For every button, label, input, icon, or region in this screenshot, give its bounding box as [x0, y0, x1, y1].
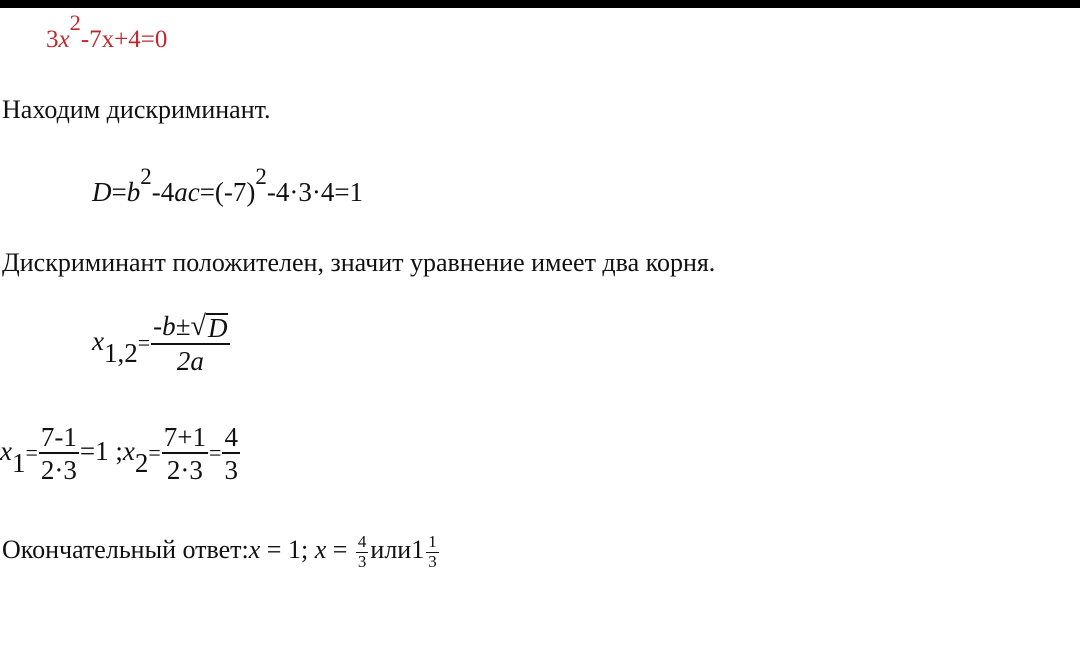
disc-part2: -4	[151, 177, 175, 207]
roots-calculation	[0, 423, 241, 485]
answer-fraction	[356, 533, 369, 571]
disc-part3: =(-7)	[199, 177, 256, 207]
calc-x2: x	[122, 436, 135, 467]
roots-denominator: 2a	[176, 345, 204, 376]
roots-x: x	[92, 325, 104, 356]
disc-part4: -4·3·4=1	[266, 177, 364, 207]
answer-or: или	[370, 535, 412, 565]
sqrt-icon: √	[190, 311, 207, 342]
disc-b: b	[126, 177, 141, 207]
calc-eq2: =	[148, 440, 161, 466]
discriminant-formula	[92, 163, 364, 208]
answer-part2: =	[326, 535, 354, 565]
answer-x2: x	[314, 535, 327, 565]
calc-f2-num: 7+1	[162, 423, 208, 454]
answer-frac-den: 3	[357, 551, 367, 571]
calc-fraction1	[39, 423, 79, 485]
disc-exp2: 2	[255, 163, 267, 189]
answer-whole: 1	[411, 535, 425, 565]
disc-eq: =	[111, 177, 127, 207]
equation-title	[46, 10, 168, 54]
calc-res1: =1 ;	[79, 436, 123, 467]
eq-rest: -7x+4=0	[80, 26, 168, 53]
roots-num-b: -b±	[153, 311, 191, 341]
step1-text: Находим дискриминант.	[2, 95, 271, 124]
answer-mixed-den: 3	[428, 551, 437, 571]
eq-exponent: 2	[69, 10, 81, 36]
calc-f1-num: 7-1	[39, 423, 79, 454]
calc-f1-den: 2·3	[40, 455, 77, 486]
calc-eq3: =	[209, 440, 222, 466]
disc-lhs: D	[92, 177, 112, 207]
disc-ac: ac	[174, 177, 200, 207]
calc-f3-den: 3	[224, 455, 238, 486]
disc-exp1: 2	[140, 163, 152, 189]
calc-x1: x	[0, 436, 12, 467]
eq-coef: 3	[46, 26, 59, 53]
answer-x1: x	[248, 535, 261, 565]
roots-sub: 1,2	[103, 337, 138, 368]
top-black-bar	[0, 0, 1080, 8]
answer-part1: = 1;	[260, 535, 315, 565]
step2-text: Дискриминант положителен, значит уравнение имеет два корня.	[2, 248, 716, 277]
sqrt-argument: D	[208, 312, 228, 343]
calc-eq1: =	[25, 440, 38, 466]
calc-f3-num: 4	[222, 423, 240, 454]
sqrt-expression	[190, 312, 227, 342]
roots-numerator	[151, 312, 229, 345]
calc-x1-sub: 1	[11, 448, 26, 479]
calc-x2-sub: 2	[134, 448, 149, 479]
roots-eq: =	[137, 329, 151, 355]
calc-fraction3	[222, 423, 240, 485]
roots-fraction	[151, 312, 229, 375]
answer-label: Окончательный ответ:	[2, 535, 249, 565]
final-answer	[2, 533, 441, 571]
eq-var: x	[58, 26, 70, 53]
answer-frac-num: 4	[357, 532, 367, 551]
roots-formula	[92, 312, 231, 375]
calc-fraction2	[162, 423, 208, 485]
answer-mixed-num: 1	[428, 532, 437, 551]
answer-mixed-fraction	[426, 533, 439, 571]
calc-f2-den: 2·3	[166, 455, 203, 486]
